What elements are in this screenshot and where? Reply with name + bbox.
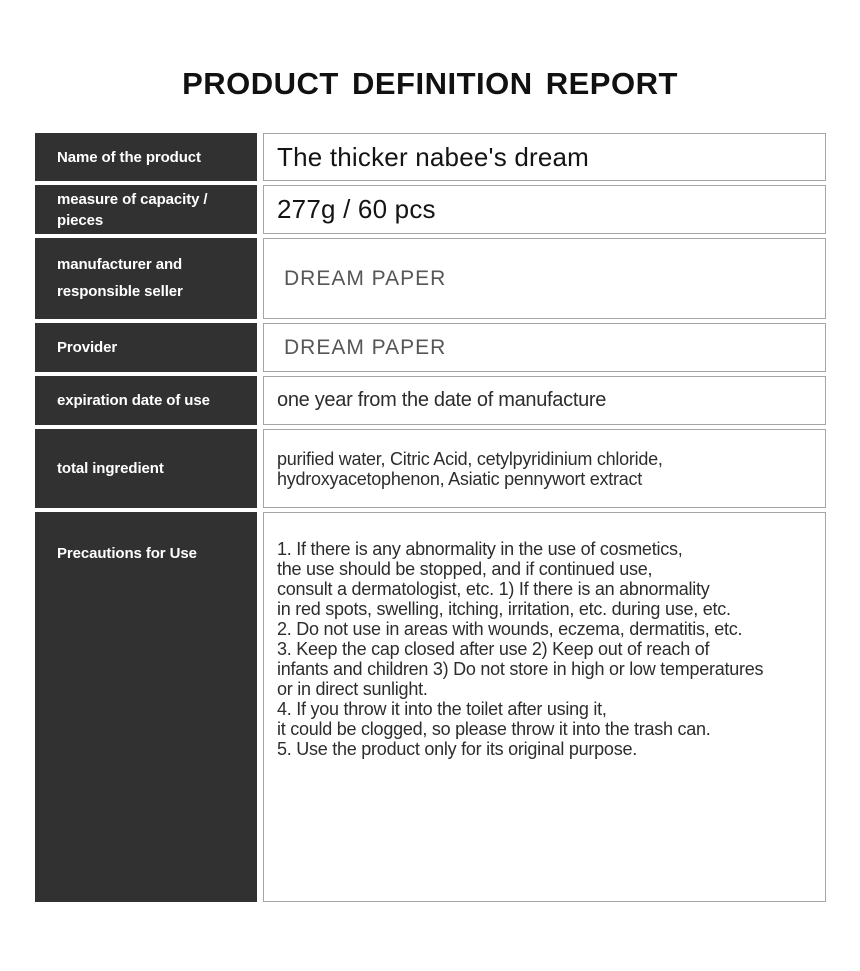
expiration-text: one year from the date of manufacture (277, 389, 607, 411)
label-precautions: Precautions for Use (35, 512, 257, 902)
value-capacity (263, 185, 826, 234)
precautions-line: 4. If you throw it into the toilet after using it, (277, 699, 607, 719)
label-ingredients: total ingredient (35, 429, 257, 508)
precautions-line: or in direct sunlight. (277, 679, 428, 699)
table-row-product-name (35, 133, 826, 181)
page-title: PRODUCT DEFINITION REPORT (182, 66, 678, 101)
precautions-line: infants and children 3) Do not store in high or low temperatures (277, 659, 764, 679)
ingredients-line: purified water, Citric Acid, cetylpyridinium chloride, (277, 448, 663, 469)
precautions-line: the use should be stopped, and if continued use, (277, 559, 653, 579)
value-ingredients (263, 429, 826, 508)
table-row-capacity (35, 185, 826, 234)
label-manufacturer: manufacturer and responsible seller (35, 238, 257, 319)
precautions-line: it could be clogged, so please throw it into the trash can. (277, 719, 711, 739)
value-product-name (263, 133, 826, 181)
label-capacity: measure of capacity / pieces (35, 185, 257, 234)
ingredients-line: hydroxyacetophenon, Asiatic pennywort extract (277, 468, 642, 489)
table-row-provider (35, 323, 826, 372)
precautions-line: consult a dermatologist, etc. 1) If there is an abnormality (277, 579, 710, 599)
label-product-name: Name of the product (35, 133, 257, 181)
manufacturer-text: DREAM PAPER (284, 266, 447, 290)
precautions-line: 3. Keep the cap closed after use 2) Keep out of reach of (277, 639, 710, 659)
value-manufacturer (263, 238, 826, 319)
table-row-precautions (35, 512, 826, 902)
report-table (35, 133, 826, 902)
label-provider: Provider (35, 323, 257, 372)
product-name-text: The thicker nabee's dream (277, 141, 590, 172)
value-expiration (263, 376, 826, 425)
precautions-line: 2. Do not use in areas with wounds, eczema, dermatitis, etc. (277, 619, 743, 639)
precautions-line: in red spots, swelling, itching, irritation, etc. during use, etc. (277, 599, 731, 619)
table-row-manufacturer (35, 238, 826, 319)
capacity-text: 277g / 60 pcs (277, 194, 436, 224)
precautions-line: 5. Use the product only for its original purpose. (277, 739, 637, 759)
table-row-expiration (35, 376, 826, 425)
precautions-line: 1. If there is any abnormality in the use of cosmetics, (277, 539, 683, 559)
label-expiration: expiration date of use (35, 376, 257, 425)
table-row-ingredients (35, 429, 826, 508)
value-precautions (263, 512, 826, 902)
value-provider (263, 323, 826, 372)
provider-text: DREAM PAPER (284, 335, 447, 359)
